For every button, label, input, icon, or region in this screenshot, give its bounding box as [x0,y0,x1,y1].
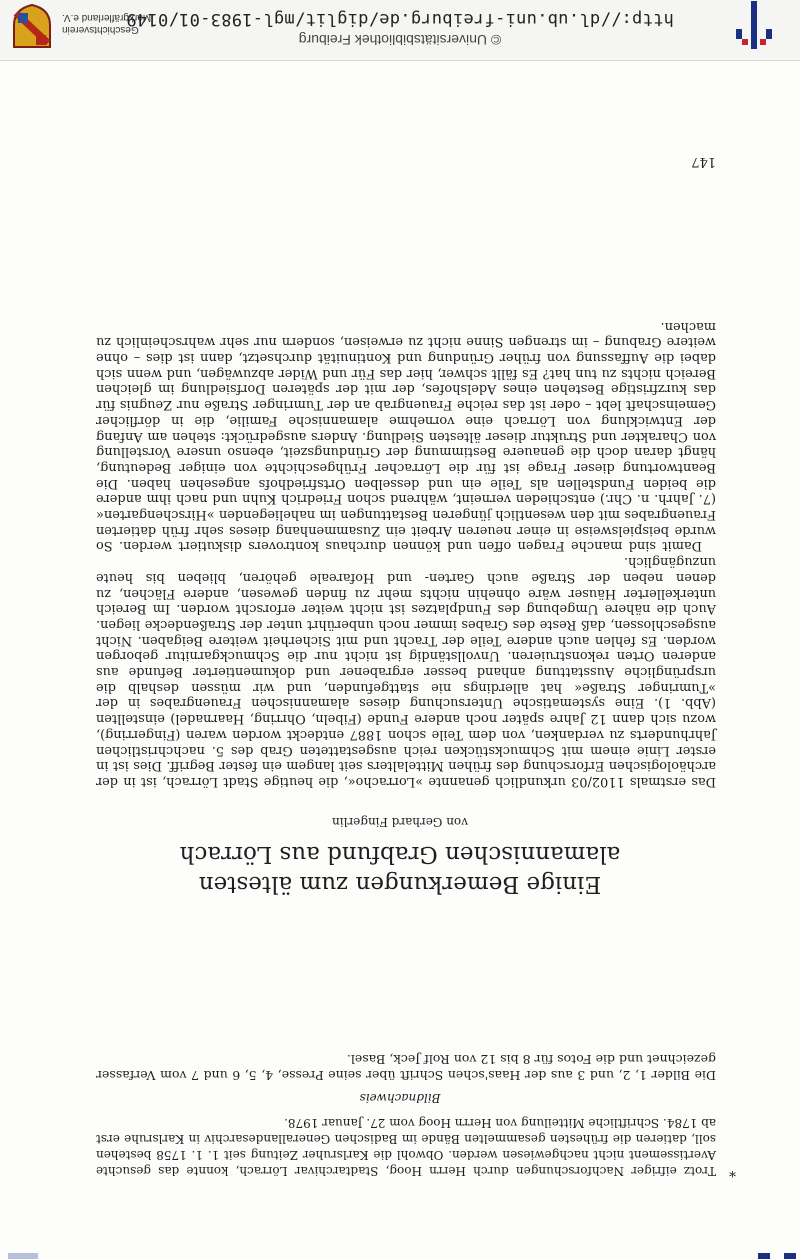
edge-marker [8,1253,38,1259]
body-paragraph: Damit sind manche Fragen offen und können durchaus kontrovers diskutiert werden. So wurde beispielsweise in einer neueren Arbeit ein Zusammenhang dieses sehr früh datierten Frauengrabes mit den wesentlich jüngeren Bestattungen im naheliegenden »Hirschengarten« (7. Jahrh. n. Chr.) entschieden verneint, während schon Friedrich Kuhn und nach ihm andere die beiden Fundstellen als Teile ein und desselben Ortsfriedhofs angesehen haben. Die Beantwortung dieser Frage ist für die Lörracher Frühgeschichte von einiger Bedeutung, hängt daran doch die genauere Bestimmung der Gründungszeit, ebenso unsere Vorstellung von Charakter und Struktur dieser ältesten Siedlung. Anders ausgedrückt: stehen am Anfang der Entwicklung von Lörrach eine vornehme alamannische Familie, die in dörflicher Gemeinschaft lebt – oder ist das reiche Frauengrab an der Tumringer Straße nur Zeugnis für das kurzfristige Bestehen eines Adelshofes, der mit der späteren Dorfsiedlung im gleichen Bereich nichts zu tun hat? Es fällt schwer, hier das Für und Wider abzuwägen, und wenn sich dabei die Auffassung von früher Gründung und Kontinuität durchsetzt, dann ist dies – ohne weitere Grabung – im strengen Sinne nicht zu erweisen, sondern nur sehr wahrscheinlich zu machen. [96,318,716,554]
edge-marker [784,1253,796,1259]
footnote-marker: * [729,1163,736,1179]
article-title [0,839,800,899]
author-line: von Gerhard Fingerlin [332,815,468,829]
credits-heading: Bildnachweis [359,1091,441,1105]
footnote-text: Trotz eifriger Nachforschungen durch Herrn Hoog, Stadtarchivar Lörrach, konnte das gesuchte Avertissement nicht nachgewiesen werden. Obwohl die Karlsruher Zeitung seit 1. 1. 1758 bestehen soll, datieren die frühesten gesammelten Bände im Badischen Generallandesarchiv in Karlsruhe erst ab 1784. Schriftliche Mitteilung von Herrn Hoog vom 27. Januar 1978. [96,1116,716,1178]
library-credit: © Universitätsbibliothek Freiburg [298,32,502,48]
society-name: Geschichtsverein Markgräflerland e.V. [62,12,152,35]
university-logo-icon [734,1,774,49]
page-number: 147 [691,154,716,169]
title-line-2: alamannischen Grabfund aus Lörrach [179,841,621,867]
edge-marker [758,1253,770,1259]
credits-text: Die Bilder 1, 2, und 3 aus der Haas'schen Schrift über seine Presse, 4, 5, 6 und 7 vom Verfasser gezeichnet und die Fotos für 8 bis 12 von Rolf Jeck, Basel. [96,1052,716,1083]
title-line-1: Einige Bemerkungen zum ältesten [198,871,602,897]
society-crest-icon [10,3,54,51]
article-body [96,318,716,789]
permalink-url[interactable]: http://dl.ub.uni-freiburg.de/diglit/mgl-1983-01/0149 [126,9,674,29]
footnote [96,1115,736,1179]
body-paragraph: Das erstmals 1102/03 urkundlich genannte »Lorracho«, die heutige Stadt Lörrach, ist in der archäologischen Erforschung des frühen Mittelalters seit langem ein fester Begriff. Dies ist in erster Linie einem mit Schmuckstücken reich ausgestatteten Grab des 5. nachchristlichen Jahrhunderts zu verdanken, von dem Teile schon 1887 entdeckt worden waren (Fingerring), wozu sich dann 12 Jahre später noch andere Funde (Fibeln, Ohrring, Haarnadel) einstellten (Abb. 1). Eine systematische Untersuchung dieses alamannischen Frauengrabes in der »Tumringer Straße« hat allerdings nie stattgefunden, und wir müssen deshalb die ursprüngliche Ausstattung anhand besser ergrabener und dokumentierter Befunde aus anderen Orten rekonstruieren. Unvollständig ist nicht nur die Schmuckgarnitur geborgen worden. Es fehlen auch andere Teile der Tracht und mit Sicherheit weitere Beigaben. Nicht ausgeschlossen, daß Reste des Grabes immer noch unberührt unter der Straßendecke liegen. Auch die nähere Umgebung des Fundplatzes ist nicht weiter erforscht worden. Im Bereich unterkellerter Häuser wäre ohnehin nichts mehr zu finden gewesen, andere Flächen, zu denen neben der Straße auch Garten- und Hofareale gehören, blieben bis heute unzugänglich. [96,554,716,789]
